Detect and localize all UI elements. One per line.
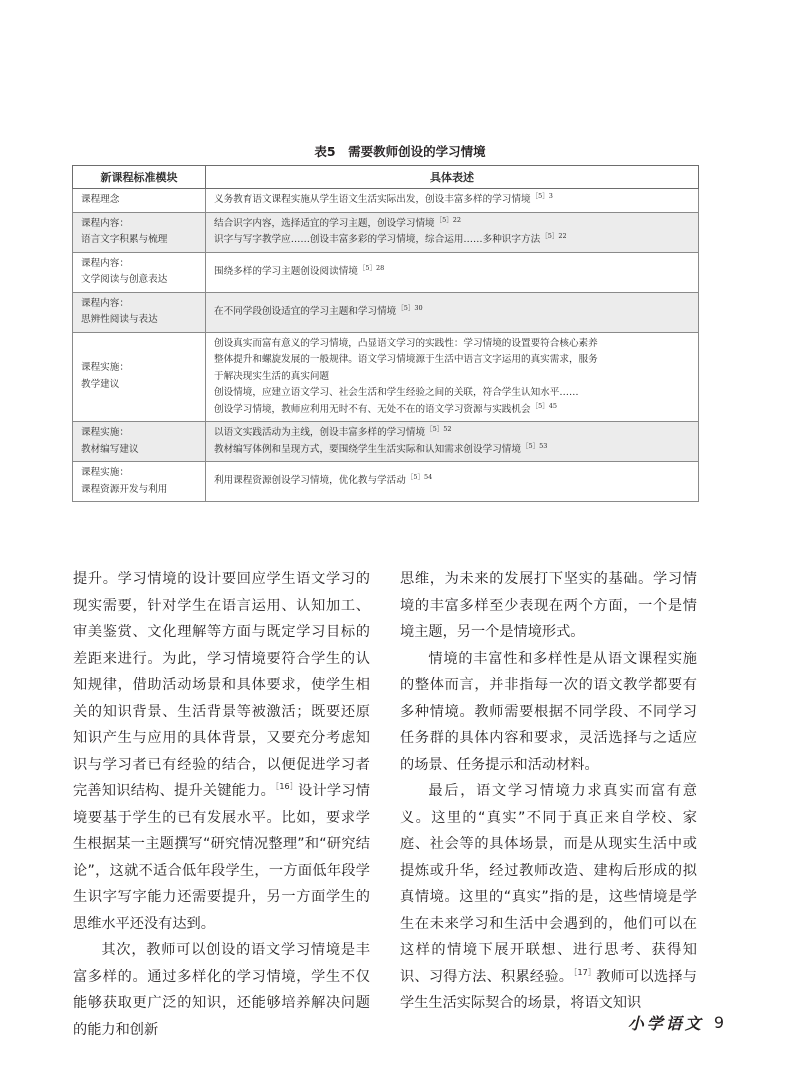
module-label: 语言文字积累与梳理 <box>81 234 168 245</box>
description-line <box>214 352 692 369</box>
module-label: 课程实施： <box>81 427 129 438</box>
paragraph-text: 设计学习情境要基于学生的已有发展水平。比如，要求学生根据某一主题撰写“研究情况整理”和“研究结论”，这就不适合低年段学生，一方面低年段学生识字写字能力还需要提升，另一方面学生的思维水平还没有达到。 <box>73 783 370 932</box>
description-text: 创设情境，应建立语文学习、社会生活和学生经验之间的关联，符合学生认知水平…… <box>214 387 579 398</box>
description-text: 创设真实而富有意义的学习情境，凸显语文学习的实践性：学习情境的设置要符合核心素养 <box>214 337 598 349</box>
paragraph-text: 最后，语文学习情境力求真实而富有意义。这里的“真实”不同于真正来自学校、家庭、社会等的具体场景，而是从现实生活中或提炼或升华，经过教师改造、建构后形成的拟真情境。这里的“真实”指的是，这些情境是学生在未来学习和生活中会遇到的，他们可以在这样的情境下展开联想、进行思考、获得知识、习得方法、积累经验。 <box>400 783 697 985</box>
module-label: 课程实施： <box>81 467 129 478</box>
reference-mark: ［5］3 <box>531 192 553 200</box>
description-cell <box>206 332 699 422</box>
description-line <box>214 402 692 419</box>
reference-mark: ［5］28 <box>358 263 385 272</box>
module-cell <box>73 422 206 462</box>
citation: ［16］ <box>275 782 299 791</box>
module-label: 课程资源开发与利用 <box>81 483 168 495</box>
module-label: 文学阅读与创意表达 <box>81 274 168 285</box>
page-number: 9 <box>713 1012 724 1032</box>
description-line <box>214 216 692 233</box>
module-label: 课程内容： <box>81 257 129 269</box>
table-row <box>73 292 699 332</box>
description-text: 义务教育语文课程实施从学生语文生活实际出发，创设丰富多样的学习情境 <box>214 194 531 205</box>
module-label: 课程实施： <box>81 362 129 374</box>
journal-name: 小学语文 <box>627 1013 704 1033</box>
paragraph: 其次，教师可以创设的语文学习情境是丰富多样的。通过多样化的学习情境，学生不仅能够获取更广泛的知识，还能够培养解决问题的能力和创新 <box>73 942 370 1038</box>
module-label: 思辨性阅读与表达 <box>81 314 158 325</box>
reference-mark: ［5］54 <box>406 473 433 482</box>
description-line <box>214 473 692 490</box>
paragraph-text: 教师可以选择与学生生活实际契合的场景，将语文知识 <box>400 968 697 1011</box>
description-line <box>214 369 692 386</box>
table-caption: 表5 需要教师创设的学习情境 <box>314 144 486 159</box>
module-label: 教材编写建议 <box>81 443 139 455</box>
description-line <box>214 336 692 353</box>
description-text: 利用课程资源创设学习情境，优化教与学活动 <box>214 475 406 487</box>
description-text: 于解决现实生活的真实问题 <box>214 370 330 382</box>
description-text: 创设学习情境，教师应利用无时不有、无处不在的语文学习资源与实践机会 <box>214 403 531 415</box>
paragraph-text: 提升。学习情境的设计要回应学生语文学习的现实需要，针对学生在语言运用、认知加工、审美鉴赏、文化理解等方面与既定学习目标的差距来进行。为此，学习情境要符合学生的认知规律，借助活动场景和具体要求，使学生相关的知识背景、生活背景等被激活；既要还原知识产生与应用的具体背景，又要充分考虑知识与学习者已有经验的结合，以便促进学习者完善知识结构、提升关键能力。 <box>73 571 370 799</box>
header-module: 新课程标准模块 <box>73 166 206 189</box>
module-label: 课程内容： <box>81 297 129 309</box>
description-cell <box>206 422 699 462</box>
description-cell <box>206 212 699 252</box>
description-cell <box>206 462 699 502</box>
description-line <box>214 264 692 281</box>
citation: ［17］ <box>573 967 597 977</box>
description-text: 识字与写字教学应……创设丰富多彩的学习情境，综合运用……多种识字方法 <box>214 234 541 245</box>
paragraph: 思维，为未来的发展打下坚实的基础。学习情境的丰富多样至少表现在两个方面，一个是情境主题，另一个是情境形式。 <box>400 571 697 640</box>
reference-mark: ［5］30 <box>397 303 423 312</box>
table-row <box>73 252 699 292</box>
paragraph <box>73 566 370 937</box>
description-text: 整体提升和螺旋发展的一般规律。语文学习情境源于生活中语言文字运用的真实需求，服务 <box>214 354 598 365</box>
paragraph <box>400 778 697 1017</box>
description-line <box>214 304 692 321</box>
module-label: 课程内容： <box>81 217 129 229</box>
description-cell <box>206 189 699 213</box>
description-cell <box>206 252 699 292</box>
reference-mark: ［5］22 <box>541 232 567 240</box>
table-row <box>73 462 699 502</box>
left-column <box>73 566 370 1043</box>
module-cell <box>73 332 206 422</box>
table-row <box>73 189 699 213</box>
description-line <box>214 385 692 402</box>
right-column <box>400 566 697 1017</box>
header-description: 具体表述 <box>206 166 699 189</box>
description-text: 教材编写体例和呈现方式，要围绕学生生活实际和认知需求创设学习情境 <box>214 443 521 455</box>
description-line <box>214 442 692 459</box>
module-cell <box>73 212 206 252</box>
reference-mark: ［5］45 <box>531 401 558 410</box>
table-header-row <box>73 166 699 189</box>
module-cell <box>73 189 206 213</box>
description-line <box>214 192 692 209</box>
reference-mark: ［5］53 <box>522 441 548 450</box>
reference-mark: ［5］52 <box>426 425 452 433</box>
description-line <box>214 425 692 442</box>
module-label: 教学建议 <box>81 378 120 390</box>
paragraph: 情境的丰富性和多样性是从语文课程实施的整体而言，并非指每一次的语文教学都要有多种情境。教师需要根据不同学段、不同学习任务群的具体内容和要求，灵活选择与之适应的场景、任务提示和活动材料。 <box>400 650 697 773</box>
description-line <box>214 232 692 249</box>
module-cell <box>73 292 206 332</box>
table-row <box>73 212 699 252</box>
module-cell <box>73 252 206 292</box>
reference-mark: ［5］22 <box>435 215 462 224</box>
page-footer <box>628 1011 724 1033</box>
table-row <box>73 332 699 422</box>
description-text: 在不同学段创设适宜的学习主题和学习情境 <box>214 305 397 317</box>
description-text: 结合识字内容，选择适宜的学习主题，创设学习情境 <box>214 217 435 229</box>
curriculum-table <box>72 165 699 502</box>
description-text: 以语文实践活动为主线，创设丰富多样的学习情境 <box>214 427 426 438</box>
description-text: 围绕多样的学习主题创设阅读情境 <box>214 265 358 277</box>
module-label: 课程理念 <box>81 194 120 205</box>
description-cell <box>206 292 699 332</box>
table-row <box>73 422 699 462</box>
module-cell <box>73 462 206 502</box>
